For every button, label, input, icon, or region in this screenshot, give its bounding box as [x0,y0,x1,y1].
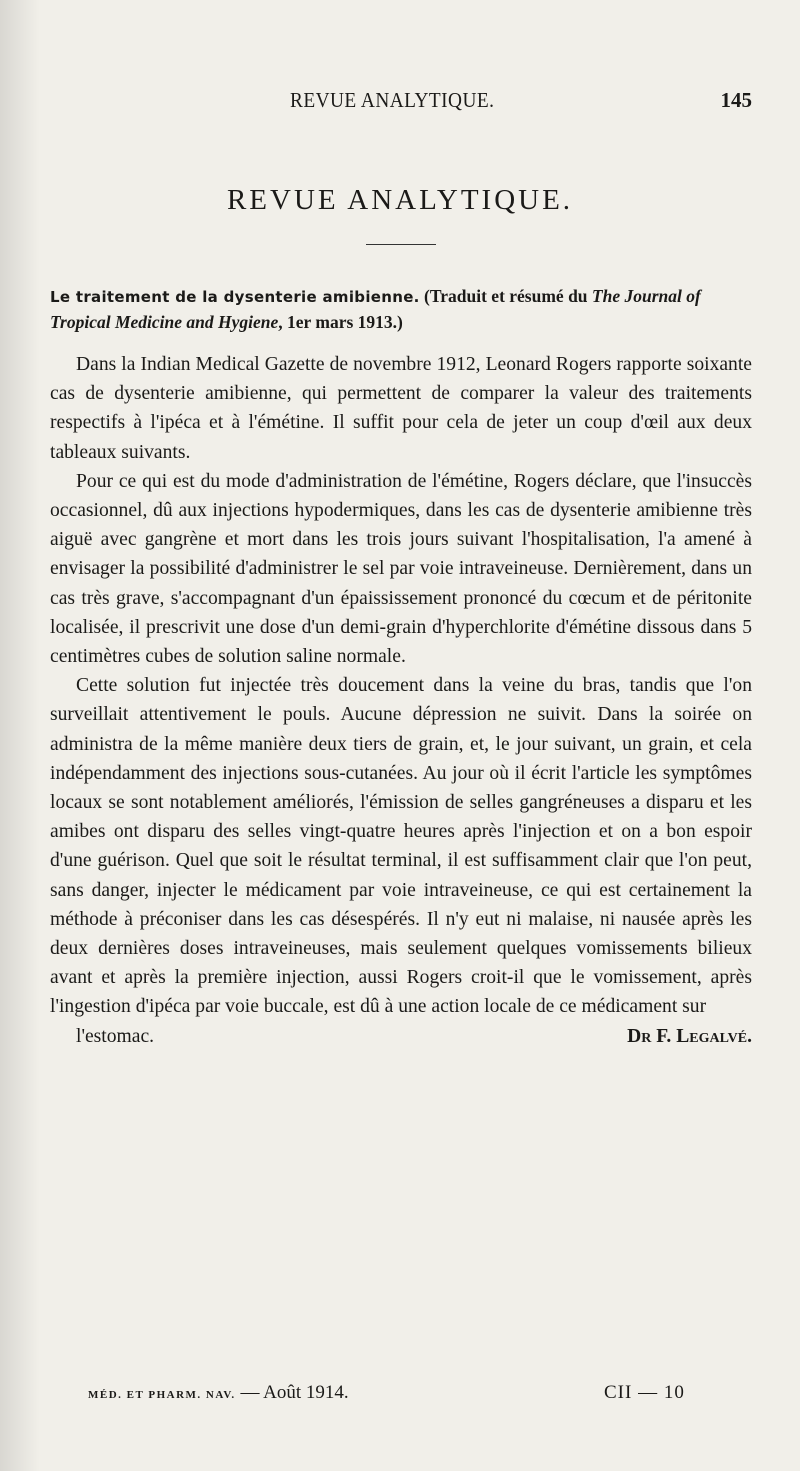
footer-date: — Août 1914. [235,1382,349,1403]
paragraph: Dans la Indian Medical Gazette de novembre 1912, Leonard Rogers rapporte soixante cas de dysenterie amibienne, qui permettent de comparer la valeur des traitements respectifs à l'ipéca et à l'émétine. Il suffit pour cela de jeter un coup d'œil aux deux tableaux suivants. [50,354,752,463]
page-footer [0,1382,800,1412]
page-number: 145 [720,88,752,112]
running-head [0,88,800,118]
running-head-title: REVUE ANALYTIQUE. [290,88,495,112]
paragraph: Cette solution fut injectée très doucement dans la veine du bras, tandis que l'on surveillait attentivement le pouls. Aucune dépression ne suivit. Dans la soirée on administra de la même manière deux tiers de grain, et, le jour suivant, un grain, et cela indépendamment des injections sous-cutanées. Au jour où il écrit l'article les symptômes locaux se sont notablement améliorés, l'émission de selles gangréneuses a disparu et les amibes ont disparu des selles vingt-quatre heures après l'injection et on a bon espoir d'une guérison. Quel que soit le résultat terminal, il est suffisamment clair que l'on peut, sans danger, injecter le médicament par voie intraveineuse, ce qui est certainement la méthode à préconiser dans les cas désespérés. Il n'y eut ni malaise, ni nausée après les deux dernières doses intraveineuses, mais seulement quelques vomissements bilieux avant et après la première injection, aussi Rogers croit-il que le vomissement, après l'ingestion d'ipéca par voie buccale, est dû à une action locale de ce médicament sur [50,675,752,1018]
author-signature: Dr F. Legalvé. [627,1025,752,1047]
article-title: Le traitement de la dysenterie amibienne. [50,288,420,306]
footer-journal-abbrev: MÉD. ET PHARM. NAV. [88,1389,236,1401]
page-edge-shadow [0,0,40,1471]
footer-publication [88,1382,349,1404]
title-divider [366,244,436,245]
article-body [50,350,752,1051]
footer-signature-mark: CII — 10 [604,1382,685,1403]
closing-words: l'estomac. [76,1025,155,1047]
section-title: REVUE ANALYTIQUE. [226,184,574,216]
closing-line [50,1022,752,1051]
journal-date: , 1er mars 1913.) [278,312,403,332]
article-heading [50,284,752,335]
paragraph: Pour ce qui est du mode d'administration de l'émétine, Rogers déclare, que l'insuccès occasionnel, dû aux injections hypodermiques, dans les cas de dysenterie amibienne très aiguë avec gangrène et mort dans les trois jours suivant l'hospitalisation, l'a amené à envisager la possibilité d'administrer le sel par voie intraveineuse. Dernièrement, dans un cas très grave, s'accompagnant d'un épaississement prononcé du cœcum et de péritonite localisée, il prescrivit une dose d'un demi-grain d'hyperchlorite d'émétine dissous dans 5 centimètres cubes de solution saline normale. [50,470,752,668]
journal-name: The Journal of Tropical Medicine and Hygiene [50,286,701,332]
article-source-intro: (Traduit et résumé du [419,286,592,306]
